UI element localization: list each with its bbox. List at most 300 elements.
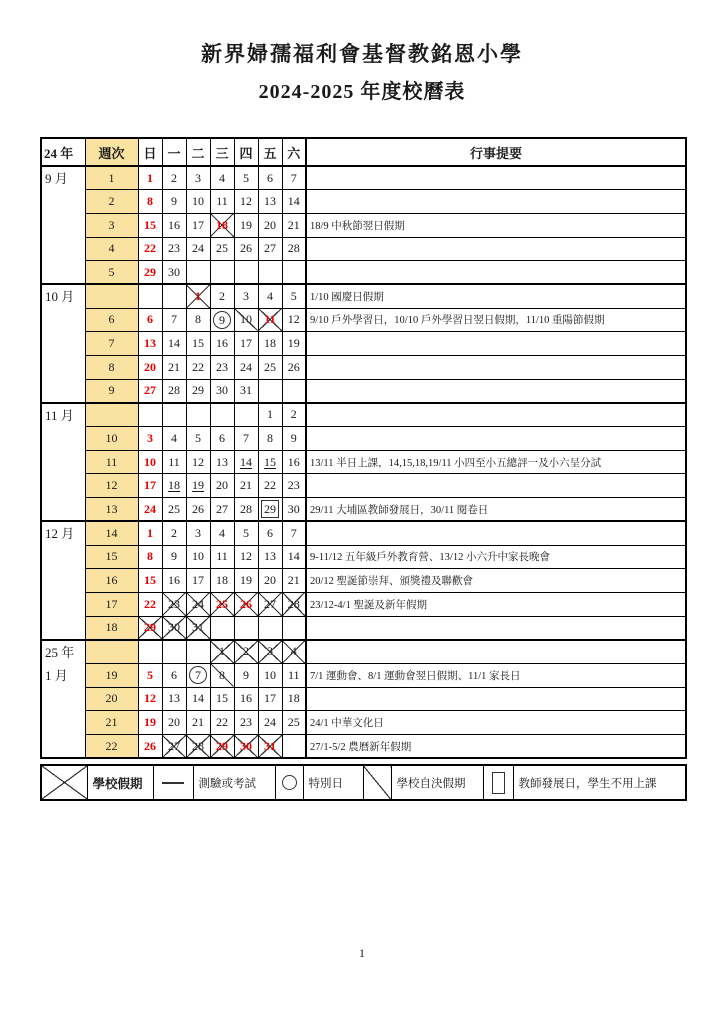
day-cell xyxy=(210,474,234,498)
day-cell xyxy=(234,284,258,308)
calendar-week-row xyxy=(41,569,686,593)
event-remark: 27/1-5/2 農曆新年假期 xyxy=(306,735,686,759)
day-cell xyxy=(282,427,306,451)
day-number: 22 xyxy=(264,478,276,493)
event-remark xyxy=(306,427,686,451)
day-number: 31 xyxy=(264,738,276,753)
day-number: 28 xyxy=(287,241,300,256)
day-number: 30 xyxy=(168,264,180,279)
day-cell xyxy=(210,735,234,759)
day-cell xyxy=(138,261,162,285)
day-number: 9 xyxy=(290,430,297,445)
day-number: 7 xyxy=(290,525,297,540)
day-number: 15 xyxy=(192,336,204,351)
day-cell xyxy=(282,474,306,498)
day-cell xyxy=(234,687,258,711)
day-cell xyxy=(162,616,186,640)
day-cell xyxy=(162,735,186,759)
day-number: 22 xyxy=(144,241,156,256)
day-number: 22 xyxy=(216,715,228,730)
day-cell xyxy=(138,663,162,687)
week-number: 6 xyxy=(85,308,138,332)
day-cell xyxy=(138,379,162,403)
day-number: 10 xyxy=(144,454,156,469)
event-remark xyxy=(306,166,686,190)
day-cell xyxy=(186,474,210,498)
day-cell xyxy=(210,450,234,474)
day-number: 4 xyxy=(290,644,297,659)
day-cell xyxy=(186,640,210,664)
day-cell xyxy=(210,592,234,616)
legend-label: 學校假期 xyxy=(87,765,153,800)
day-cell xyxy=(138,521,162,545)
day-cell xyxy=(282,379,306,403)
day-cell xyxy=(282,356,306,380)
week-number: 13 xyxy=(85,498,138,522)
day-number: 2 xyxy=(219,289,225,304)
day-cell xyxy=(138,545,162,569)
day-cell xyxy=(186,569,210,593)
day-number: 26 xyxy=(240,241,252,256)
day-cell xyxy=(234,569,258,593)
calendar-week-row xyxy=(41,237,686,261)
calendar-week-row xyxy=(41,592,686,616)
day-cell xyxy=(162,545,186,569)
day-number: 30 xyxy=(168,620,180,635)
day-cell xyxy=(162,498,186,522)
day-cell xyxy=(258,616,282,640)
week-number: 20 xyxy=(85,687,138,711)
day-cell xyxy=(258,427,282,451)
day-number: 5 xyxy=(243,170,249,185)
event-remark: 24/1 中華文化日 xyxy=(306,711,686,735)
day-number: 1 xyxy=(267,407,273,422)
day-number: 28 xyxy=(287,596,300,611)
week-number: 16 xyxy=(85,569,138,593)
day-number: 17 xyxy=(264,691,276,706)
day-number: 24 xyxy=(192,241,204,256)
day-number: 9 xyxy=(171,549,177,564)
day-number: 14 xyxy=(240,454,252,469)
day-cell xyxy=(162,379,186,403)
week-number: 2 xyxy=(85,190,138,214)
day-number: 13 xyxy=(216,454,228,469)
day-number: 18 xyxy=(287,691,300,706)
day-number: 2 xyxy=(171,525,177,540)
day-number: 13 xyxy=(264,549,276,564)
day-number: 8 xyxy=(267,430,273,445)
day-cell xyxy=(138,450,162,474)
day-cell xyxy=(210,308,234,332)
day-number: 17 xyxy=(192,573,204,588)
event-remark: 13/11 半日上課，14,15,18,19/11 小四至小五總評一及小六呈分試 xyxy=(306,450,686,474)
day-cell xyxy=(162,213,186,237)
calendar-header-row xyxy=(41,138,686,166)
day-cell xyxy=(162,687,186,711)
day-number: 4 xyxy=(267,289,273,304)
day-number: 31 xyxy=(240,383,252,398)
day-number: 25 xyxy=(216,241,228,256)
week-number: 15 xyxy=(85,545,138,569)
school-calendar-table xyxy=(40,137,687,759)
day-cell xyxy=(138,711,162,735)
day-of-week-header-sat: 六 xyxy=(282,138,306,166)
day-cell xyxy=(258,545,282,569)
day-cell xyxy=(162,356,186,380)
day-number: 16 xyxy=(168,573,180,588)
day-cell xyxy=(162,403,186,427)
day-number: 6 xyxy=(147,312,153,327)
day-number: 10 xyxy=(192,549,204,564)
day-number: 11 xyxy=(216,194,228,209)
day-cell xyxy=(234,498,258,522)
day-cell xyxy=(162,308,186,332)
event-remark xyxy=(306,332,686,356)
calendar-week-row xyxy=(41,284,686,308)
legend-label: 特別日 xyxy=(303,765,363,800)
day-cell xyxy=(282,687,306,711)
day-number: 20 xyxy=(144,359,156,374)
day-cell xyxy=(186,545,210,569)
day-cell xyxy=(186,592,210,616)
day-number: 30 xyxy=(216,383,228,398)
day-cell xyxy=(282,663,306,687)
day-cell xyxy=(162,261,186,285)
day-number: 22 xyxy=(144,596,156,611)
day-cell xyxy=(186,332,210,356)
day-cell xyxy=(258,569,282,593)
day-cell xyxy=(186,379,210,403)
day-cell xyxy=(234,450,258,474)
day-number: 15 xyxy=(144,573,156,588)
day-number: 25 xyxy=(216,596,228,611)
calendar-week-row xyxy=(41,427,686,451)
month-label xyxy=(41,166,85,284)
day-cell xyxy=(210,687,234,711)
day-number: 7 xyxy=(171,312,177,327)
day-number: 14 xyxy=(168,336,180,351)
day-cell xyxy=(282,213,306,237)
week-number: 19 xyxy=(85,663,138,687)
day-number: 11 xyxy=(264,312,276,327)
day-cell xyxy=(234,616,258,640)
day-number: 17 xyxy=(240,336,252,351)
day-cell xyxy=(282,450,306,474)
day-number: 12 xyxy=(144,691,156,706)
day-number: 12 xyxy=(192,454,204,469)
day-number: 18 xyxy=(216,573,228,588)
day-cell xyxy=(138,166,162,190)
day-cell xyxy=(234,735,258,759)
calendar-week-row xyxy=(41,545,686,569)
day-cell xyxy=(282,237,306,261)
day-number: 28 xyxy=(168,383,180,398)
day-cell xyxy=(282,308,306,332)
day-number: 2 xyxy=(290,407,297,422)
calendar-week-row xyxy=(41,521,686,545)
day-cell xyxy=(234,640,258,664)
week-number: 8 xyxy=(85,356,138,380)
calendar-week-row xyxy=(41,616,686,640)
day-number: 13 xyxy=(264,194,276,209)
calendar-week-row xyxy=(41,640,686,664)
day-cell xyxy=(258,450,282,474)
day-number: 14 xyxy=(192,691,204,706)
day-cell xyxy=(162,640,186,664)
event-remark xyxy=(306,356,686,380)
event-remark: 9-11/12 五年級戶外教育營、13/12 小六升中家長晚會 xyxy=(306,545,686,569)
week-number: 12 xyxy=(85,474,138,498)
day-number: 18 xyxy=(168,478,180,493)
slash-legend-symbol xyxy=(363,765,391,800)
day-cell xyxy=(210,332,234,356)
day-cell xyxy=(234,592,258,616)
day-cell xyxy=(138,616,162,640)
day-number: 20 xyxy=(168,715,180,730)
month-label xyxy=(41,403,85,521)
day-number: 23 xyxy=(216,359,228,374)
day-cell xyxy=(162,450,186,474)
day-number: 29 xyxy=(216,738,228,753)
day-number: 5 xyxy=(195,430,201,445)
day-number: 26 xyxy=(144,738,156,753)
day-number: 3 xyxy=(147,430,153,445)
week-number: 11 xyxy=(85,450,138,474)
week-number: 10 xyxy=(85,427,138,451)
month-name: 10 月 xyxy=(45,289,75,305)
event-remark xyxy=(306,521,686,545)
event-remark: 18/9 中秋節翌日假期 xyxy=(306,213,686,237)
week-number: 7 xyxy=(85,332,138,356)
event-remark: 1/10 國慶日假期 xyxy=(306,284,686,308)
day-cell xyxy=(162,190,186,214)
day-of-week-header-thu: 四 xyxy=(234,138,258,166)
month-name: 9 月 xyxy=(45,171,68,186)
event-remark xyxy=(306,640,686,664)
day-cell xyxy=(210,284,234,308)
day-cell xyxy=(138,308,162,332)
day-number: 8 xyxy=(147,549,153,564)
week-number: 9 xyxy=(85,379,138,403)
day-number: 8 xyxy=(219,667,225,682)
day-cell xyxy=(234,261,258,285)
day-cell xyxy=(258,190,282,214)
week-number: 4 xyxy=(85,237,138,261)
day-number: 25 xyxy=(168,501,180,516)
day-number: 8 xyxy=(195,312,201,327)
legend-label: 教師發展日，學生不用上課 xyxy=(513,765,686,800)
week-number xyxy=(85,284,138,308)
day-number: 25 xyxy=(287,715,300,730)
day-cell xyxy=(186,735,210,759)
day-cell xyxy=(162,592,186,616)
day-cell xyxy=(234,521,258,545)
day-cell xyxy=(234,213,258,237)
day-number: 7 xyxy=(243,430,249,445)
day-cell xyxy=(258,663,282,687)
day-cell xyxy=(258,332,282,356)
box-legend-symbol xyxy=(483,765,513,800)
day-number: 29 xyxy=(261,500,279,518)
day-cell xyxy=(162,284,186,308)
day-of-week-header-tue: 二 xyxy=(186,138,210,166)
day-number: 12 xyxy=(287,312,300,327)
document-header xyxy=(0,38,724,104)
day-number: 16 xyxy=(287,454,300,469)
day-cell xyxy=(186,213,210,237)
day-number: 18 xyxy=(264,336,276,351)
day-number: 23 xyxy=(168,596,180,611)
day-cell xyxy=(258,284,282,308)
day-cell xyxy=(162,237,186,261)
calendar-week-row xyxy=(41,498,686,522)
day-cell xyxy=(210,663,234,687)
day-cell xyxy=(258,735,282,759)
legend-label: 測驗或考試 xyxy=(193,765,275,800)
day-cell xyxy=(258,261,282,285)
day-number: 12 xyxy=(240,549,252,564)
day-cell xyxy=(162,332,186,356)
day-cell xyxy=(138,190,162,214)
event-remark: 23/12-4/1 聖誕及新年假期 xyxy=(306,592,686,616)
day-cell xyxy=(282,735,306,759)
month-label xyxy=(41,640,85,758)
day-cell xyxy=(234,427,258,451)
day-number: 27 xyxy=(216,501,228,516)
day-number: 29 xyxy=(144,264,156,279)
day-number: 3 xyxy=(195,525,201,540)
day-number: 5 xyxy=(290,289,297,304)
day-cell xyxy=(210,379,234,403)
month-label xyxy=(41,284,85,402)
legend-row xyxy=(41,765,686,800)
day-cell xyxy=(210,711,234,735)
day-cell xyxy=(210,498,234,522)
day-number: 12 xyxy=(240,194,252,209)
day-number: 22 xyxy=(192,359,204,374)
day-number: 21 xyxy=(287,217,300,232)
event-remark: 29/11 大埔區教師發展日，30/11 閱卷日 xyxy=(306,498,686,522)
day-number: 19 xyxy=(144,715,156,730)
day-cell xyxy=(258,711,282,735)
day-number: 27 xyxy=(168,738,180,753)
day-of-week-header-wed: 三 xyxy=(210,138,234,166)
day-cell xyxy=(138,213,162,237)
day-number: 28 xyxy=(192,738,204,753)
week-number: 5 xyxy=(85,261,138,285)
day-cell xyxy=(234,474,258,498)
day-number: 10 xyxy=(240,312,252,327)
legend-label: 學校自決假期 xyxy=(391,765,483,800)
day-number: 30 xyxy=(287,501,300,516)
day-number: 11 xyxy=(216,549,228,564)
day-cell xyxy=(138,687,162,711)
week-number: 18 xyxy=(85,616,138,640)
day-cell xyxy=(210,427,234,451)
day-number: 23 xyxy=(240,715,252,730)
day-cell xyxy=(186,663,210,687)
day-cell xyxy=(162,569,186,593)
day-number: 2 xyxy=(171,170,177,185)
day-cell xyxy=(162,166,186,190)
day-cell xyxy=(234,190,258,214)
day-cell xyxy=(258,356,282,380)
day-number: 11 xyxy=(168,454,180,469)
day-cell xyxy=(138,237,162,261)
day-number: 26 xyxy=(287,359,300,374)
day-cell xyxy=(186,166,210,190)
day-cell xyxy=(258,166,282,190)
day-cell xyxy=(162,663,186,687)
day-cell xyxy=(186,687,210,711)
day-cell xyxy=(258,213,282,237)
event-remark: 20/12 聖誕節崇拜、頒獎禮及聯歡會 xyxy=(306,569,686,593)
day-number: 20 xyxy=(264,217,276,232)
day-cell xyxy=(138,403,162,427)
day-cell xyxy=(138,356,162,380)
day-cell xyxy=(210,237,234,261)
day-cell xyxy=(282,640,306,664)
day-number: 15 xyxy=(144,217,156,232)
day-cell xyxy=(282,711,306,735)
event-remark xyxy=(306,474,686,498)
day-cell xyxy=(138,569,162,593)
day-number: 6 xyxy=(219,430,225,445)
day-cell xyxy=(186,616,210,640)
event-remark xyxy=(306,687,686,711)
calendar-week-row xyxy=(41,403,686,427)
day-cell xyxy=(138,735,162,759)
day-number: 6 xyxy=(171,667,177,682)
calendar-week-row xyxy=(41,474,686,498)
day-cell xyxy=(258,498,282,522)
week-number: 14 xyxy=(85,521,138,545)
day-cell xyxy=(234,332,258,356)
event-remark xyxy=(306,261,686,285)
day-cell xyxy=(162,427,186,451)
day-cell xyxy=(234,379,258,403)
month-name: 12 月 xyxy=(45,526,75,542)
day-cell xyxy=(138,498,162,522)
event-remark xyxy=(306,403,686,427)
day-cell xyxy=(258,640,282,664)
day-cell xyxy=(210,356,234,380)
day-number: 1 xyxy=(147,525,153,540)
day-cell xyxy=(258,379,282,403)
day-cell xyxy=(162,711,186,735)
day-number: 9 xyxy=(213,311,231,329)
day-number: 14 xyxy=(287,549,300,564)
day-number: 16 xyxy=(168,217,180,232)
day-number: 24 xyxy=(192,596,204,611)
cross-box-legend-symbol xyxy=(41,765,87,800)
day-cell xyxy=(282,521,306,545)
day-number: 20 xyxy=(264,573,276,588)
day-cell xyxy=(138,640,162,664)
day-cell xyxy=(282,403,306,427)
school-name: 新界婦孺福利會基督教銘恩小學 xyxy=(201,42,523,66)
day-number: 24 xyxy=(240,359,252,374)
day-number: 9 xyxy=(171,194,177,209)
day-number: 29 xyxy=(144,620,156,635)
day-of-week-header-fri: 五 xyxy=(258,138,282,166)
day-cell xyxy=(210,190,234,214)
day-cell xyxy=(234,308,258,332)
day-number: 27 xyxy=(264,596,276,611)
day-number: 23 xyxy=(287,478,300,493)
day-number: 21 xyxy=(287,573,300,588)
day-number: 21 xyxy=(192,715,204,730)
